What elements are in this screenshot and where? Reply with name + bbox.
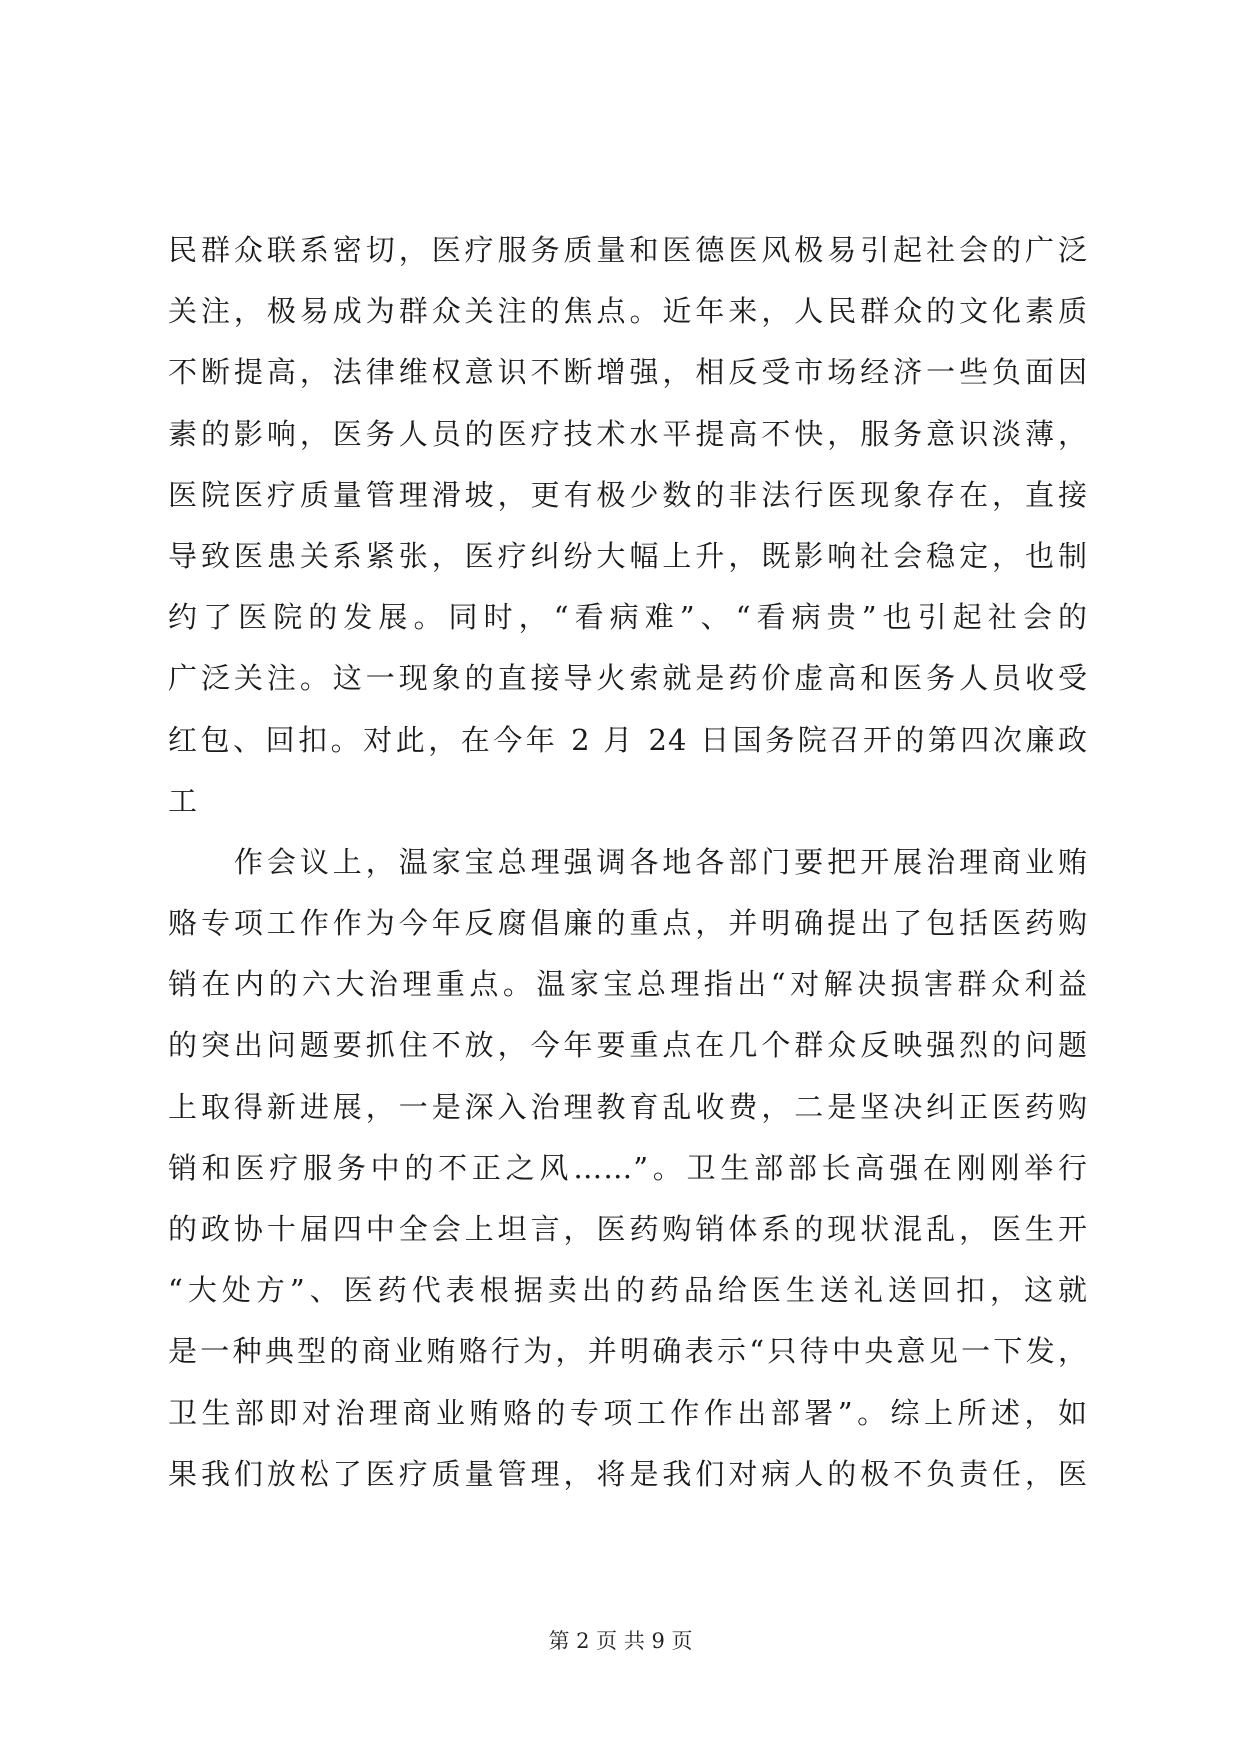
text-line: 导致医患关系紧张，医疗纠纷大幅上升，既影响社会稳定，也制 xyxy=(168,538,1088,573)
text-line: 工 xyxy=(168,783,199,818)
text-line: 约了医院的发展。同时，“看病难”、“看病贵”也引起社会的 xyxy=(168,600,1088,635)
text-line: 赂专项工作作为今年反腐倡廉的重点，并明确提出了包括医药购 xyxy=(168,906,1088,941)
text-line: 的突出问题要抓住不放，今年要重点在几个群众反映强烈的问题 xyxy=(168,1028,1088,1063)
text-line: 果我们放松了医疗质量管理，将是我们对病人的极不负责任，医 xyxy=(168,1456,1088,1491)
text-line: 素的影响，医务人员的医疗技术水平提高不快，服务意识淡薄， xyxy=(168,416,1088,451)
text-line: 不断提高，法律维权意识不断增强，相反受市场经济一些负面因 xyxy=(168,355,1088,390)
text-line: 民群众联系密切，医疗服务质量和医德医风极易引起社会的广泛 xyxy=(168,233,1088,267)
text-line: 销在内的六大治理重点。温家宝总理指出“对解决损害群众利益 xyxy=(168,967,1088,1002)
text-line: 医院医疗质量管理滑坡，更有极少数的非法行医现象存在，直接 xyxy=(168,477,1088,512)
text-line: 红包、回扣。对此，在今年 2 月 24 日国务院召开的第四次廉政 xyxy=(168,722,1088,757)
text-line: 是一种典型的商业贿赂行为，并明确表示“只待中央意见一下发， xyxy=(168,1334,1088,1369)
text-line: 上取得新进展，一是深入治理教育乱收费，二是坚决纠正医药购 xyxy=(168,1089,1088,1124)
text-line: 关注，极易成为群众关注的焦点。近年来，人民群众的文化素质 xyxy=(168,294,1088,329)
text-line: 卫生部即对治理商业贿赂的专项工作作出部署”。综上所述，如 xyxy=(168,1395,1088,1430)
text-line: 作会议上，温家宝总理强调各地各部门要把开展治理商业贿 xyxy=(168,844,1088,879)
page-number: 第 2 页 共 9 页 xyxy=(548,1629,693,1653)
text-line: “大处方”、医药代表根据卖出的药品给医生送礼送回扣，这就 xyxy=(168,1273,1088,1308)
text-line: 广泛关注。这一现象的直接导火索就是药价虚高和医务人员收受 xyxy=(168,661,1088,696)
text-line: 的政协十届四中全会上坦言，医药购销体系的现状混乱，医生开 xyxy=(168,1212,1088,1246)
body-text xyxy=(168,220,1088,1505)
text-line: 销和医疗服务中的不正之风……”。卫生部部长高强在刚刚举行 xyxy=(168,1150,1088,1185)
